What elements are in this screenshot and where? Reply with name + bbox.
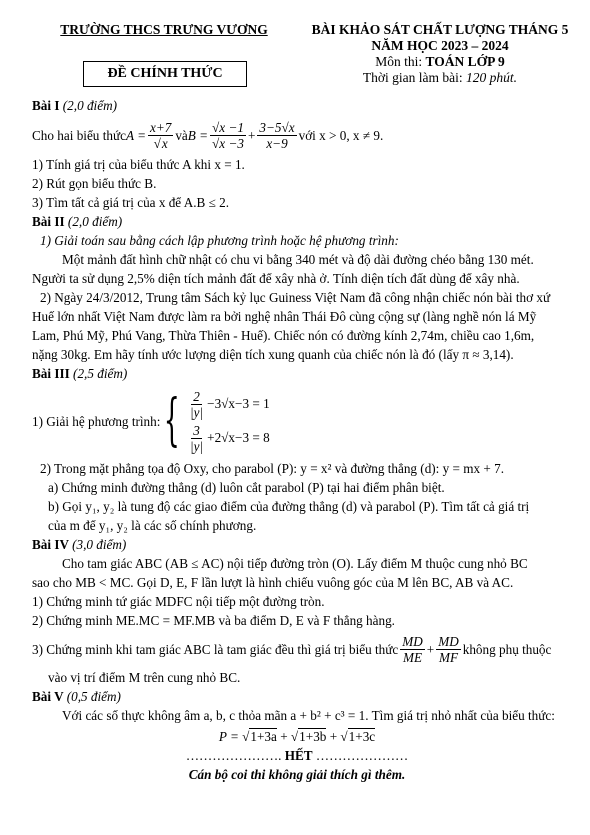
plus-sign: + bbox=[247, 127, 256, 143]
q3-num1: MD bbox=[402, 633, 423, 649]
bai3-p2b-line1: b) Gọi y₁, y₂ là tung độ các giao điểm của đường thẳng (d) và parabol (P). Tìm tất cả giá trị bbox=[48, 499, 530, 514]
end-dots-left: …………………. bbox=[185, 748, 285, 763]
section-2-heading bbox=[32, 212, 562, 231]
eq2-rest: +2√x−3 = 8 bbox=[207, 430, 270, 445]
eq1-num: 2 bbox=[193, 388, 200, 404]
bai1-expressions bbox=[32, 115, 562, 155]
time: 120 phút. bbox=[466, 70, 518, 85]
bai5-text: Với các số thực không âm a, b, c thỏa mãn a + b² + c³ = 1. Tìm giá trị nhỏ nhất của biểu thức: bbox=[62, 708, 555, 723]
q3-num2: MD bbox=[438, 633, 459, 649]
P-lhs: P = bbox=[218, 729, 243, 744]
section-1-title: Bài I bbox=[32, 98, 60, 113]
section-5-heading bbox=[32, 687, 562, 706]
time-prefix: Thời gian làm bài: bbox=[362, 70, 467, 85]
section-1-points: (2,0 điểm) bbox=[62, 98, 117, 113]
bai4-intro-line1: Cho tam giác ABC (AB ≤ AC) nội tiếp đường tròn (O). Lấy điểm M thuộc cung nhỏ BC bbox=[62, 556, 528, 571]
eq2-num: 3 bbox=[193, 422, 200, 438]
official-label: ĐỀ CHÍNH THỨC bbox=[83, 61, 247, 87]
B-lhs: B = bbox=[187, 127, 209, 143]
bai3-p1-label: 1) Giải hệ phương trình: bbox=[32, 413, 161, 429]
bai3-p2: 2) Trong mặt phẳng tọa độ Oxy, cho parabol (P): y = x² và đường thẳng (d): y = mx + 7. bbox=[40, 461, 505, 476]
B-num2: 3−5 bbox=[259, 119, 282, 135]
bai5-expression: P = √ 1+3a + √ 1+3b + √ 1+3c bbox=[32, 725, 562, 746]
bai3-p2a: a) Chứng minh đường thẳng (d) luôn cắt parabol (P) tại hai điểm phân biệt. bbox=[48, 480, 445, 495]
bai4-q3-tail: không phụ thuộc bbox=[462, 641, 552, 657]
section-1-heading bbox=[32, 96, 562, 115]
end-dots-right: ………………… bbox=[312, 748, 409, 763]
subject-prefix: Môn thi: bbox=[375, 54, 426, 69]
bai3-p2b-line2: của m để y₁, y₂ là các số chính phương. bbox=[48, 518, 257, 533]
B-fraction-1 bbox=[210, 120, 246, 151]
q3-den2: MF bbox=[438, 649, 458, 665]
P-term3: 1+3c bbox=[348, 729, 376, 744]
subject-line bbox=[300, 54, 580, 70]
B-fraction-2: $\frac{3-5√ x}{x-9}$ bbox=[257, 120, 296, 151]
equation-1 bbox=[186, 387, 270, 421]
bai4-q3: 3) Chứng minh khi tam giác ABC là tam giác đều thì giá trị biểu thức $\frac{MD}{ME}$ + $\frac{MD}{MF}$ không phụ thuộc bbox=[32, 633, 552, 665]
school-name: TRƯỜNG THCS TRƯNG VƯƠNG bbox=[60, 22, 268, 37]
header-left bbox=[48, 22, 280, 38]
time-line bbox=[300, 70, 580, 86]
bai3-system bbox=[32, 383, 562, 459]
subject: TOÁN LỚP 9 bbox=[425, 54, 505, 69]
section-3-title: Bài III bbox=[32, 366, 70, 381]
section-3-heading bbox=[32, 364, 562, 383]
section-4-heading bbox=[32, 535, 562, 554]
section-5-points: (0,5 điểm) bbox=[66, 689, 121, 704]
section-3-points: (2,5 điểm) bbox=[73, 366, 128, 381]
bai1-q2: 2) Rút gọn biểu thức B. bbox=[32, 176, 157, 191]
q3-den1: ME bbox=[403, 649, 423, 665]
A-numerator: x+7 bbox=[149, 119, 172, 135]
eq2-den: |y| bbox=[190, 438, 204, 454]
and-text: và bbox=[175, 127, 188, 143]
B-num1: x −1 bbox=[219, 119, 244, 135]
A-lhs: A = bbox=[125, 127, 146, 143]
B-den2: x−9 bbox=[266, 135, 288, 151]
end-label: HẾT bbox=[284, 748, 313, 763]
bai1-condition: với x > 0, x ≠ 9. bbox=[298, 127, 384, 143]
bai4-q3-text: 3) Chứng minh khi tam giác ABC là tam giác đều thì giá trị biểu thức bbox=[32, 641, 399, 657]
section-4-points: (3,0 điểm) bbox=[72, 537, 127, 552]
P-term2: 1+3b bbox=[299, 729, 327, 744]
A-denominator: x bbox=[161, 135, 168, 151]
bai2-p1-line1: Một mảnh đất hình chữ nhật có chu vi bằng 340 mét và độ dài đường chéo bằng 130 mét. bbox=[62, 252, 534, 267]
header-right bbox=[300, 22, 580, 86]
bai1-intro: Cho hai biểu thức bbox=[32, 127, 126, 143]
section-2-points: (2,0 điểm) bbox=[67, 214, 123, 229]
P-term1: 1+3a bbox=[250, 729, 277, 744]
equation-system bbox=[160, 387, 269, 455]
eq1-rest: −3√x−3 = 1 bbox=[207, 396, 270, 411]
bai4-intro-line2: sao cho MB < MC. Gọi D, E, F lần lượt là hình chiếu vuông góc của M lên BC, AB và AC. bbox=[32, 575, 514, 590]
B-den1: x −3 bbox=[219, 135, 244, 151]
section-5-title: Bài V bbox=[32, 689, 64, 704]
bai2-p1-line2: Người ta sử dụng 2,5% diện tích mảnh đất để xây nhà ở. Tính diện tích đất dùng để xây nhà. bbox=[32, 271, 520, 286]
bai4-q2: 2) Chứng minh ME.MC = MF.MB và ba điểm D, E và F thẳng hàng. bbox=[32, 613, 395, 628]
bai2-p2-line2: Huế lớn nhất Việt Nam được làm ra bởi nghệ nhân Thái Đô cùng cộng sự (làng nghề nón lá Mỹ bbox=[32, 309, 537, 324]
school-year: NĂM HỌC 2023 – 2024 bbox=[371, 38, 509, 53]
bai2-p2-line4: nặng 30kg. Em hãy tính ước lượng diện tích xung quanh của chiếc nón là đó (lấy π ≈ 3,14). bbox=[32, 347, 514, 362]
eq1-den: |y| bbox=[190, 404, 204, 420]
bai4-q3-line2: vào vị trí điểm M trên cung nhỏ BC. bbox=[48, 670, 241, 685]
section-4-title: Bài IV bbox=[32, 537, 69, 552]
bai4-q1: 1) Chứng minh tứ giác MDFC nội tiếp một đường tròn. bbox=[32, 594, 325, 609]
section-2-title: Bài II bbox=[32, 214, 65, 229]
A-fraction bbox=[148, 120, 173, 151]
bai2-p2-line3: Lam, Phú Mỹ, Phú Vang, Thừa Thiên - Huế). Chiếc nón có đường kính 2,74m, chiều cao 1,6m, bbox=[32, 328, 535, 343]
end-line bbox=[32, 746, 562, 765]
bai2-p1-head: 1) Giải toán sau bằng cách lập phương trình hoặc hệ phương trình: bbox=[40, 233, 399, 248]
footer-note: Cán bộ coi thi không giải thích gì thêm. bbox=[188, 767, 406, 782]
exam-body bbox=[32, 96, 562, 784]
bai1-q3: 3) Tìm tất cả giá trị của x để A.B ≤ 2. bbox=[32, 195, 230, 210]
bai2-p2-line1: 2) Ngày 24/3/2012, Trung tâm Sách kỷ lục Guiness Việt Nam đã công nhận chiếc nón bài thơ xứ bbox=[40, 290, 551, 305]
brace-icon: { bbox=[164, 388, 181, 453]
exam-title: BÀI KHẢO SÁT CHẤT LƯỢNG THÁNG 5 bbox=[311, 22, 569, 37]
bai1-q1: 1) Tính giá trị của biểu thức A khi x = 1. bbox=[32, 157, 245, 172]
equation-2 bbox=[186, 421, 270, 455]
